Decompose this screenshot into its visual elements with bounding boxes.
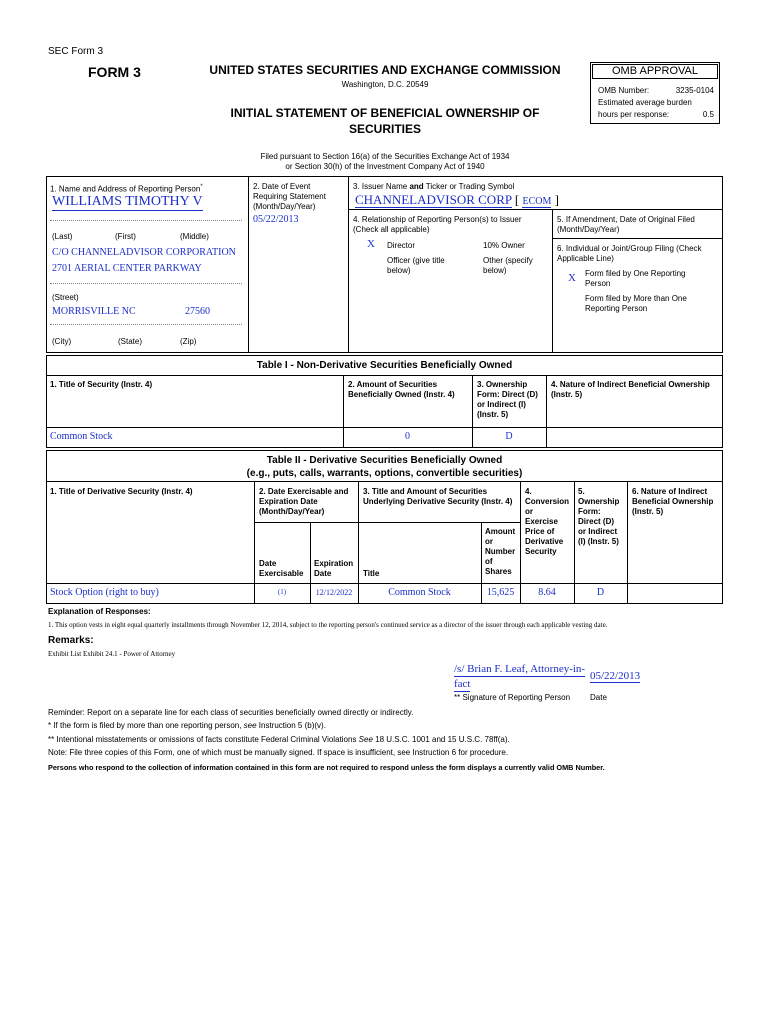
t2h5c: Form:	[578, 507, 601, 516]
t2amt3: Number	[485, 547, 516, 556]
signature-date: 05/22/2013	[590, 670, 641, 682]
date-label: Date	[590, 693, 607, 702]
issuer-name[interactable]: CHANNELADVISOR CORP	[355, 192, 512, 207]
divider	[46, 481, 723, 482]
commission-title: UNITED STATES SECURITIES AND EXCHANGE COMMISSION	[209, 63, 561, 77]
t2h5d: Direct (D)	[578, 517, 615, 526]
address-line2: 2701 AERIAL CENTER PARKWAY	[52, 263, 202, 274]
city-state: MORRISVILLE NC	[52, 306, 136, 317]
divider	[46, 375, 723, 376]
divider	[552, 209, 553, 353]
table1-col4-header	[551, 380, 710, 400]
omb-burden-label: Estimated average burden	[598, 98, 692, 107]
t1h2a: 2. Amount of Securities	[348, 380, 438, 389]
box5-label1: 5. If Amendment, Date of Original Filed	[557, 215, 695, 224]
table2-row-shares: 15,625	[486, 587, 515, 598]
t2amt2: or	[485, 537, 493, 546]
t2h4a: 4.	[525, 487, 532, 496]
nds-a: ** Intentional misstatements or omissions of facts constitute Federal Criminal Violations	[48, 735, 359, 744]
t2exp2: Date	[314, 569, 332, 578]
amount-header	[485, 527, 515, 577]
table2-col6-header	[632, 487, 713, 517]
divider	[46, 427, 723, 428]
t2h4d: Exercise	[525, 517, 558, 526]
one-person-label1: Form filed by One Reporting	[585, 269, 686, 278]
officer-label	[387, 256, 445, 276]
t2h6c: (Instr. 5)	[632, 507, 664, 516]
box5-label2: (Month/Day/Year)	[557, 225, 620, 234]
t2amt4: of	[485, 557, 493, 566]
city-label: (City)	[52, 337, 72, 346]
t2h2b: Expiration Date	[259, 497, 318, 506]
box6-label1: 6. Individual or Joint/Group Filing (Check	[557, 244, 702, 253]
multi-person-label	[585, 294, 687, 314]
nds-b: 18 U.S.C. 1001 and 15 U.S.C. 78ff(a).	[372, 735, 510, 744]
divider	[574, 481, 575, 604]
t2h5f: (I) (Instr. 5)	[578, 537, 619, 546]
table2-title	[46, 454, 723, 480]
table1-col2-header	[348, 380, 455, 400]
t1h3d: (Instr. 5)	[477, 410, 509, 419]
sec-form-label: SEC Form 3	[48, 46, 104, 57]
table1-title: Table I - Non-Derivative Securities Beneficially Owned	[256, 360, 513, 371]
signature-line1: /s/ Brian F. Leaf, Attorney-in-	[454, 663, 586, 675]
t2h3a: 3. Title and Amount of Securities	[363, 487, 488, 496]
box1-asterisk: *	[200, 184, 203, 190]
zip-label: (Zip)	[180, 337, 197, 346]
explanation-1: 1. This option vests in eight equal quarterly installments through November 12, 2014, subject to the reporting person's continued service as a director of the issuer through each applicable vesting date.	[48, 621, 608, 629]
box6-label2: Applicable Line)	[557, 254, 614, 263]
divider	[627, 481, 628, 604]
table1-col3-header	[477, 380, 538, 420]
dotted-line	[50, 324, 242, 325]
divider	[254, 481, 255, 604]
title-header: Title	[363, 569, 380, 578]
last-label: (Last)	[52, 232, 73, 241]
t1h3b: Form: Direct (D)	[477, 390, 538, 399]
reporting-person-name[interactable]: WILLIAMS TIMOTHY V	[52, 194, 203, 209]
t2amt5: Shares	[485, 567, 512, 576]
divider	[348, 176, 349, 353]
remarks-label: Remarks:	[48, 635, 94, 646]
other-label1: Other (specify	[483, 256, 533, 265]
persons-notice: Persons who respond to the collection of information contained in this form are not required to respond unless the form displays a currently valid OMB Number.	[48, 763, 605, 772]
explanation-label: Explanation of Responses:	[48, 607, 151, 616]
t2dx2: Exercisable	[259, 569, 304, 578]
t2h2a: 2. Date Exercisable and	[259, 487, 349, 496]
issuer-line	[355, 192, 559, 210]
box2-label1: 2. Date of Event	[253, 182, 311, 191]
zip-code: 27560	[185, 306, 210, 317]
omb-title: OMB APPROVAL	[592, 64, 718, 79]
t2h4e: Price of	[525, 527, 555, 536]
nds-see: See	[358, 735, 373, 744]
form-title-line2: SECURITIES	[348, 122, 421, 136]
table2-row-title: Stock Option (right to buy)	[50, 587, 159, 598]
box2-label	[253, 182, 326, 212]
filed-line1: Filed pursuant to Section 16(a) of the Securities Exchange Act of 1934	[260, 152, 510, 161]
divider	[46, 583, 723, 584]
t2exp1: Expiration	[314, 559, 354, 568]
box3-label-and: and	[409, 182, 424, 191]
note-file: Note: File three copies of this Form, one of which must be manually signed. If space is insufficient, see Instruction 6 for procedure.	[48, 748, 509, 757]
multi-person-label2: Reporting Person	[585, 304, 648, 313]
divider	[552, 238, 723, 239]
form-title	[180, 105, 590, 137]
t2h5a: 5.	[578, 487, 585, 496]
box2-label3: (Month/Day/Year)	[253, 202, 316, 211]
box3-label-b: Ticker or Trading Symbol	[423, 182, 515, 191]
divider	[520, 481, 521, 604]
street-label: (Street)	[52, 293, 79, 302]
table2-row-date-exercisable[interactable]: (1)	[277, 588, 287, 596]
t2amt1: Amount	[485, 527, 516, 536]
divider	[546, 375, 547, 448]
commission-city: Washington, D.C. 20549	[341, 80, 429, 89]
remarks-text: Exhibit List Exhibit 24.1 - Power of Attorney	[48, 650, 176, 658]
other-label	[483, 256, 533, 276]
one-person-label2: Person	[585, 279, 611, 288]
address-line1: C/O CHANNELADVISOR CORPORATION	[52, 247, 236, 258]
dotted-line	[50, 220, 242, 221]
box2-label2: Requiring Statement	[253, 192, 326, 201]
table1-row-form: D	[505, 431, 513, 442]
table2-col3-header	[363, 487, 512, 507]
table1-row-title: Common Stock	[50, 431, 113, 442]
form-title-line1: INITIAL STATEMENT OF BENEFICIAL OWNERSHIP OF	[230, 106, 540, 120]
one-person-check[interactable]: X	[568, 272, 576, 284]
table2-col5-header	[578, 487, 619, 547]
ticker-bracket-close: ]	[554, 192, 559, 207]
officer-label1: Officer (give title	[387, 256, 445, 265]
table2-row-form: D	[596, 587, 605, 598]
ticker-symbol[interactable]: ECOM	[522, 196, 552, 207]
box4-label2: (Check all applicable)	[353, 225, 430, 234]
table2-col1-header: 1. Title of Derivative Security (Instr. 4)	[50, 487, 193, 496]
dotted-line	[50, 283, 242, 284]
event-date: 05/22/2013	[253, 214, 299, 225]
omb-hours-label: hours per response:	[598, 110, 670, 119]
t1h2b: Beneficially Owned (Instr. 4)	[348, 390, 455, 399]
t2h5b: Ownership	[578, 497, 620, 506]
one-person-label	[585, 269, 686, 289]
box3-label-a: 3. Issuer Name	[353, 182, 410, 191]
t2h5e: or Indirect	[578, 527, 618, 536]
box4-label	[353, 215, 522, 235]
t2h6a: 6. Nature of Indirect	[632, 487, 708, 496]
table2-col2-header	[259, 487, 348, 517]
omb-number-value: 3235-0104	[675, 86, 714, 95]
box5-label	[557, 215, 695, 235]
t1h4a: 4. Nature of Indirect Beneficial Ownership	[551, 380, 710, 389]
middle-label: (Middle)	[180, 232, 209, 241]
signature-line2: fact	[454, 678, 471, 690]
t2h4b: Conversion	[525, 497, 570, 506]
table1-row-amount: 0	[405, 431, 410, 442]
t2h3b: Underlying Derivative Security (Instr. 4)	[363, 497, 513, 506]
omb-number-label: OMB Number:	[598, 86, 650, 95]
officer-label2: below)	[387, 266, 411, 275]
box1-label-text: 1. Name and Address of Reporting Person	[50, 184, 201, 194]
table2-row-expiration: 12/12/2022	[315, 588, 353, 597]
ns-a: * If the form is filed by more than one reporting person,	[48, 721, 244, 730]
t2h4f: Derivative	[525, 537, 564, 546]
t2dx1: Date	[259, 559, 277, 568]
table1-col1-header: 1. Title of Security (Instr. 4)	[50, 380, 153, 389]
state-label: (State)	[118, 337, 143, 346]
table2-row-price: 8.64	[538, 587, 556, 598]
signature[interactable]	[454, 662, 585, 692]
t1h3c: or Indirect (I)	[477, 400, 526, 409]
box3-label	[353, 182, 514, 192]
omb-hours-value: 0.5	[702, 110, 714, 119]
t2h4c: or	[525, 507, 533, 516]
note-double-star	[48, 735, 510, 745]
reminder-text: Reminder: Report on a separate line for each class of securities beneficially owned directly or indirectly.	[48, 708, 414, 717]
filed-pursuant	[180, 152, 590, 172]
t2h6b: Beneficial Ownership	[632, 497, 714, 506]
ten-percent-label: 10% Owner	[483, 241, 525, 250]
box6-label	[557, 244, 702, 264]
ns-b: Instruction 5 (b)(v).	[256, 721, 326, 730]
signature-label: ** Signature of Reporting Person	[454, 693, 571, 702]
divider	[358, 481, 359, 604]
box4-label1: 4. Relationship of Reporting Person(s) to Issuer	[353, 215, 522, 224]
multi-person-label1: Form filed by More than One	[585, 294, 687, 303]
note-star	[48, 721, 326, 731]
director-label: Director	[387, 241, 416, 250]
t2-title1: Table II - Derivative Securities Beneficially Owned	[266, 455, 503, 466]
expiration-header	[314, 559, 353, 579]
t2-title2: (e.g., puts, calls, warrants, options, convertible securities)	[246, 468, 523, 479]
table2-col4-header	[525, 487, 569, 557]
director-check[interactable]: X	[367, 238, 375, 250]
divider	[248, 176, 249, 353]
form-number: FORM 3	[88, 64, 141, 80]
table2-row-underlying: Common Stock	[388, 587, 451, 598]
t2h4g: Security	[525, 547, 557, 556]
date-exercisable-header	[259, 559, 303, 579]
box1-label	[50, 182, 203, 195]
t1h4b: (Instr. 5)	[551, 390, 583, 399]
ns-see: see	[243, 721, 257, 730]
other-label2: below)	[483, 266, 507, 275]
first-label: (First)	[115, 232, 136, 241]
filed-line2: or Section 30(h) of the Investment Company Act of 1940	[285, 162, 485, 171]
t1h3a: 3. Ownership	[477, 380, 528, 389]
t2h2c: (Month/Day/Year)	[259, 507, 325, 516]
ticker-bracket-open: [	[514, 192, 520, 207]
